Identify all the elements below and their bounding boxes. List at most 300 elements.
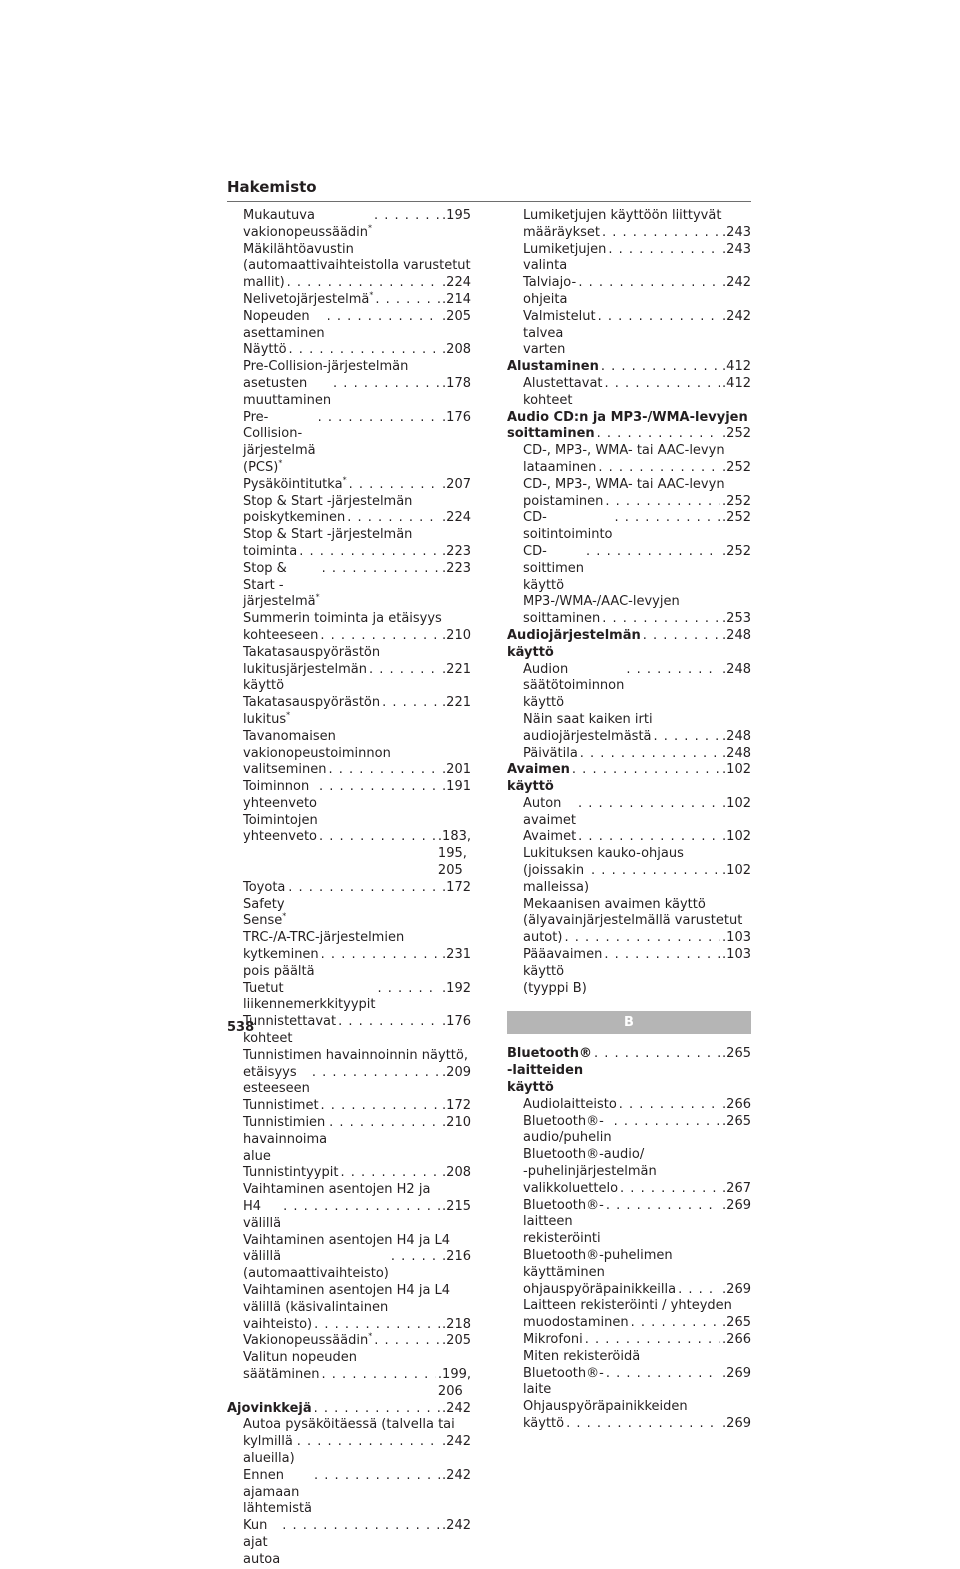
entry-page-ref: .266 <box>722 1332 751 1347</box>
entry-text-line: Vaihtaminen asentojen H4 ja L4 <box>243 1232 451 1248</box>
index-sub-entry <box>227 1165 471 1182</box>
entry-text: Tunnistintyypit <box>243 1165 339 1181</box>
entry-text: Bluetooth® -laitteiden käyttö <box>507 1046 592 1096</box>
entry-text-line: Bluetooth®-audio/ <box>523 1147 645 1163</box>
index-group-b <box>507 1046 751 1432</box>
page-header-title: Hakemisto <box>227 178 751 202</box>
entry-page-ref: .253 <box>722 611 751 627</box>
entry-text: Pysäköintitutka* <box>243 475 347 492</box>
index-sub-entry <box>227 561 471 611</box>
index-sub-entry <box>227 930 471 980</box>
entry-page-ref: .192 <box>442 980 471 996</box>
section-letter-bar: B <box>507 1011 751 1034</box>
entry-page-ref: .269 <box>722 1415 751 1431</box>
entry-page-ref: .223 <box>442 543 471 559</box>
entry-page-ref: .221 <box>442 661 471 677</box>
leader-dots <box>606 1198 720 1215</box>
index-sub-entry <box>507 662 751 712</box>
entry-text: CD-soitintoiminto <box>523 510 613 543</box>
leader-dots <box>578 275 720 292</box>
entry-page-ref: .412 <box>722 375 751 391</box>
entry-text: Bluetooth®-laitteen rekisteröinti <box>523 1197 604 1247</box>
index-main-entry <box>507 1046 751 1096</box>
leader-dots <box>283 1199 440 1216</box>
entry-page-ref: .269 <box>722 1281 751 1297</box>
index-sub-entry <box>507 477 751 511</box>
entry-page-ref: .205 <box>442 1333 471 1349</box>
entry-text: valikkoluettelo <box>523 1180 619 1196</box>
entry-text-line: Lumiketjujen käyttöön liittyvät <box>523 208 722 223</box>
entry-page-ref: .183, 195, 205 <box>437 829 471 879</box>
entry-text: Päivätila <box>523 745 578 761</box>
entry-text-line: Miten rekisteröidä <box>523 1348 641 1364</box>
entry-text-line: Ohjauspyöräpainikkeiden <box>523 1399 688 1415</box>
index-sub-entry <box>507 1114 751 1148</box>
index-sub-entry <box>227 813 471 880</box>
entry-page-ref: .269 <box>722 1197 751 1213</box>
entry-text-line: välillä (käsivalintainen <box>243 1299 389 1315</box>
leader-dots <box>572 762 720 779</box>
entry-text-line: (automaattivaihteistolla varustetut <box>243 258 471 274</box>
index-sub-entry <box>227 359 471 409</box>
entry-text-line: Tunnistimen havainnoinnin näyttö, <box>243 1047 468 1063</box>
entry-text: CD-soittimen käyttö <box>523 543 585 593</box>
leader-dots <box>349 477 440 494</box>
entry-text: Valmistelut talvea varten <box>523 308 596 358</box>
index-sub-entry <box>227 1233 471 1283</box>
entry-page-ref: .252 <box>722 426 751 442</box>
entry-page-ref: .224 <box>442 510 471 526</box>
entry-text: autot) <box>523 930 563 946</box>
leader-dots <box>369 662 440 679</box>
entry-text: H4 välillä <box>243 1199 282 1231</box>
entry-text-line: Lukituksen kauko-ohjaus <box>523 846 684 862</box>
index-sub-entry <box>507 443 751 477</box>
entry-text: kytkeminen pois päältä <box>243 947 319 979</box>
index-sub-entry <box>507 242 751 276</box>
index-sub-entry <box>227 1518 471 1568</box>
entry-page-ref: .231 <box>442 947 471 963</box>
leader-dots <box>338 1014 440 1031</box>
leader-dots <box>620 1181 720 1198</box>
entry-text: toiminta <box>243 543 298 559</box>
index-sub-entry <box>227 494 471 528</box>
index-sub-entry <box>227 1283 471 1333</box>
leader-dots <box>333 376 440 393</box>
index-sub-entry <box>507 1248 751 1298</box>
entry-page-ref: .210 <box>442 627 471 643</box>
entry-page-ref: .265 <box>722 1113 751 1129</box>
index-main-entry <box>507 359 751 376</box>
entry-text: audiojärjestelmästä <box>523 728 652 744</box>
leader-dots <box>329 762 441 779</box>
leader-dots <box>340 1165 440 1182</box>
entry-text: soittaminen <box>523 611 601 627</box>
index-sub-entry <box>227 477 471 494</box>
entry-text: Auton avaimet <box>523 795 576 828</box>
index-sub-entry <box>227 981 471 1015</box>
entry-page-ref: .412 <box>722 359 751 375</box>
entry-page-ref: .209 <box>442 1064 471 1080</box>
entry-text-line: CD-, MP3-, WMA- tai AAC-levyn <box>523 476 725 492</box>
entry-page-ref: .172 <box>442 1098 471 1114</box>
leader-dots <box>312 1065 440 1082</box>
leader-dots <box>282 1518 440 1535</box>
entry-page-ref: .242 <box>722 308 751 324</box>
leader-dots <box>678 1282 720 1299</box>
index-main-entry <box>507 628 751 662</box>
entry-page-ref: .242 <box>442 1434 471 1450</box>
entry-text: muodostaminen <box>523 1315 629 1331</box>
index-sub-entry <box>227 1417 471 1467</box>
entry-text: Tunnistimet <box>243 1098 319 1114</box>
leader-dots <box>614 1114 720 1131</box>
entry-page-ref: .191 <box>442 779 471 795</box>
entry-page-ref: .269 <box>722 1365 751 1381</box>
leader-dots <box>626 662 720 679</box>
index-sub-entry <box>507 746 751 763</box>
leader-dots <box>604 947 720 964</box>
leader-dots <box>289 342 441 359</box>
index-sub-entry <box>227 611 471 645</box>
entry-text: Mikrofoni <box>523 1332 583 1347</box>
entry-page-ref: .102 <box>722 829 751 845</box>
index-sub-entry <box>507 796 751 830</box>
index-sub-entry <box>227 1350 471 1400</box>
entry-text-line: CD-, MP3-, WMA- tai AAC-levyn <box>523 443 725 459</box>
entry-text-line: Vaihtaminen asentojen H2 ja <box>243 1182 431 1198</box>
entry-page-ref: .218 <box>442 1316 471 1332</box>
entry-text-line: Vaihtaminen asentojen H4 ja L4 <box>243 1283 451 1298</box>
entry-text: Ajovinkkejä <box>227 1400 312 1416</box>
index-sub-entry <box>507 947 751 997</box>
entry-text: etäisyys esteeseen <box>243 1064 310 1097</box>
entry-text-line: Näin saat kaiken irti <box>523 711 653 727</box>
leader-dots <box>374 208 440 225</box>
entry-page-ref: .199, 206 <box>437 1366 471 1399</box>
entry-page-ref: .102 <box>722 762 751 778</box>
entry-page-ref: .242 <box>442 1400 471 1416</box>
index-main-entry <box>227 1401 471 1418</box>
leader-dots <box>643 628 720 645</box>
index-sub-entry <box>507 275 751 309</box>
entry-page-ref: .178 <box>442 375 471 391</box>
index-sub-entry <box>227 779 471 813</box>
leader-dots <box>601 359 720 376</box>
entry-page-ref: .265 <box>722 1046 751 1062</box>
leader-dots <box>347 510 440 527</box>
leader-dots <box>605 494 720 511</box>
leader-dots <box>287 275 440 292</box>
entry-text: poiskytkeminen <box>243 510 346 526</box>
leader-dots <box>318 410 440 427</box>
leader-dots <box>314 1317 440 1334</box>
entry-page-ref: .172 <box>442 879 471 895</box>
leader-dots <box>327 309 440 326</box>
index-main-entry <box>507 410 751 444</box>
entry-text-line: Summerin toiminta ja etäisyys <box>243 611 442 627</box>
index-sub-entry <box>507 1399 751 1433</box>
index-sub-entry <box>507 846 751 896</box>
leader-dots <box>598 460 720 477</box>
entry-text: ohjauspyöräpainikkeilla <box>523 1281 677 1297</box>
entry-text: Vakionopeussäädin* <box>243 1332 373 1349</box>
entry-text-line: Toimintojen <box>243 812 318 828</box>
leader-dots <box>322 1367 436 1384</box>
entry-text: mallit) <box>243 275 285 291</box>
entry-text-line: Valitun nopeuden <box>243 1350 357 1366</box>
entry-text-line: TRC-/A-TRC-järjestelmien <box>243 930 405 946</box>
entry-text: Bluetooth®-laite <box>523 1365 604 1398</box>
index-sub-entry <box>507 829 751 846</box>
index-sub-entry <box>507 510 751 544</box>
entry-text: Audion säätötoiminnon käyttö <box>523 661 625 711</box>
entry-page-ref: .248 <box>722 745 751 761</box>
entry-page-ref: .214 <box>442 291 471 307</box>
entry-page-ref: .252 <box>722 493 751 509</box>
index-sub-entry <box>507 594 751 628</box>
entry-text-line: Stop & Start -järjestelmän <box>243 493 413 509</box>
index-sub-entry <box>507 1198 751 1248</box>
entry-text-line: Pre-Collision-järjestelmän <box>243 359 409 375</box>
leader-dots <box>382 695 440 712</box>
index-sub-entry <box>227 645 471 695</box>
leader-dots <box>580 746 720 763</box>
index-sub-entry <box>507 1349 751 1399</box>
entry-text: säätäminen <box>243 1366 320 1382</box>
entry-text: poistaminen <box>523 493 604 509</box>
entry-text-line: Laitteen rekisteröinti / yhteyden <box>523 1298 732 1314</box>
index-sub-entry <box>507 1332 751 1349</box>
entry-text-line: Takatasauspyörästön <box>243 644 381 660</box>
entry-page-ref: .176 <box>442 409 471 425</box>
leader-dots <box>299 544 440 561</box>
index-sub-entry <box>507 544 751 594</box>
entry-text: Lumiketjujen valinta <box>523 241 607 274</box>
leader-dots <box>391 1249 440 1266</box>
entry-text: Avaimet <box>523 829 577 845</box>
leader-dots <box>564 930 720 947</box>
index-sub-entry <box>507 1298 751 1332</box>
index-group-a <box>507 208 751 997</box>
entry-page-ref: .103 <box>722 947 751 963</box>
index-sub-entry <box>227 208 471 242</box>
leader-dots <box>578 829 720 846</box>
entry-page-ref: .208 <box>442 1165 471 1181</box>
index-sub-entry <box>507 208 751 242</box>
entry-page-ref: .195 <box>442 208 471 223</box>
leader-dots <box>606 1366 720 1383</box>
index-sub-entry <box>507 1147 751 1197</box>
index-sub-entry <box>227 242 471 292</box>
index-sub-entry <box>507 1097 751 1114</box>
leader-dots <box>597 426 720 443</box>
entry-text: Toiminnon yhteenveto <box>243 779 318 811</box>
entry-text: Tuetut liikennemerkkityypit <box>243 980 376 1013</box>
page-number: 538 <box>227 1020 255 1035</box>
leader-dots <box>631 1315 720 1332</box>
index-main-entry <box>507 762 751 796</box>
entry-page-ref: .242 <box>442 1467 471 1483</box>
entry-text: Toyota Safety Sense* <box>243 879 287 929</box>
entry-text: Stop & Start -järjestelmä* <box>243 560 320 610</box>
entry-text: Takatasauspyörästön lukitus* <box>243 695 381 727</box>
leader-dots <box>586 544 720 561</box>
index-sub-entry <box>227 342 471 359</box>
index-sub-entry <box>227 292 471 309</box>
entry-text-line: Mäkilähtöavustin <box>243 241 354 257</box>
entry-text-line: Autoa pysäköitäessä (talvella tai <box>243 1417 455 1433</box>
entry-text: käyttö <box>523 1415 565 1431</box>
leader-dots <box>314 1468 440 1485</box>
leader-dots <box>329 1115 440 1132</box>
leader-dots <box>321 947 440 964</box>
leader-dots <box>602 611 720 628</box>
leader-dots <box>322 561 440 578</box>
entry-text: Avaimen käyttö <box>507 762 570 795</box>
leader-dots <box>602 225 720 242</box>
entry-text: Kun ajat autoa <box>243 1518 281 1567</box>
entry-page-ref: .224 <box>442 275 471 291</box>
entry-text: kylmillä alueilla) <box>243 1434 295 1466</box>
index-sub-entry <box>227 1468 471 1518</box>
leader-dots <box>319 779 440 796</box>
entry-text: soittaminen <box>507 426 595 442</box>
entry-text: Nopeuden asettaminen <box>243 308 325 341</box>
entry-page-ref: .252 <box>722 459 751 475</box>
entry-text-line: Tavanomaisen vakionopeustoiminnon <box>243 728 391 761</box>
index-sub-entry <box>227 1182 471 1232</box>
entry-page-ref: .243 <box>722 224 751 240</box>
entry-text: Alustaminen <box>507 359 599 375</box>
entry-page-ref: .216 <box>442 1249 471 1265</box>
entry-page-ref: .243 <box>722 241 751 257</box>
leader-dots <box>297 1434 440 1451</box>
entry-page-ref: .208 <box>442 342 471 358</box>
leader-dots <box>591 863 720 880</box>
entry-page-ref: .103 <box>722 930 751 946</box>
index-sub-entry <box>507 309 751 359</box>
entry-text: Ennen ajamaan lähtemistä <box>243 1467 313 1517</box>
entry-page-ref: .207 <box>442 476 471 492</box>
entry-page-ref: .248 <box>722 728 751 744</box>
leader-dots <box>314 1401 440 1418</box>
entry-page-ref: .265 <box>722 1315 751 1331</box>
entry-text-line: Audio CD:n ja MP3-/WMA-levyjen <box>507 409 748 425</box>
entry-text: Audiojärjestelmän käyttö <box>507 627 641 660</box>
index-column-left <box>227 208 471 1569</box>
index-sub-entry <box>227 695 471 729</box>
entry-text-line: -puhelinjärjestelmän <box>523 1164 657 1180</box>
entry-text: Pääavaimen käyttö (tyyppi B) <box>523 947 603 996</box>
entry-page-ref: .252 <box>722 510 751 526</box>
leader-dots <box>594 1046 720 1063</box>
entry-text: Näyttö <box>243 342 287 358</box>
entry-text: Tunnistettavat kohteet <box>243 1014 337 1047</box>
index-sub-entry <box>227 1098 471 1115</box>
leader-dots <box>615 510 721 527</box>
entry-page-ref: .102 <box>722 795 751 811</box>
index-sub-entry <box>227 1115 471 1165</box>
leader-dots <box>654 729 721 746</box>
entry-page-ref: .210 <box>442 1115 471 1131</box>
entry-text: Talviajo-ohjeita <box>523 275 577 307</box>
index-sub-entry <box>227 309 471 343</box>
entry-page-ref: .215 <box>442 1199 471 1215</box>
index-sub-entry <box>507 897 751 947</box>
index-sub-entry <box>227 729 471 779</box>
index-sub-entry <box>227 880 471 930</box>
entry-text: välillä (automaattivaihteisto) <box>243 1249 389 1282</box>
entry-text-line: Stop & Start -järjestelmän <box>243 527 413 543</box>
entry-text: Nelivetojärjestelmä* <box>243 290 374 307</box>
index-sub-entry <box>507 376 751 410</box>
entry-text: Pre-Collision-järjestelmä (PCS)* <box>243 409 316 475</box>
entry-page-ref: .267 <box>722 1180 751 1196</box>
leader-dots <box>608 242 720 259</box>
index-sub-entry <box>227 527 471 561</box>
entry-text: Audiolaitteisto <box>523 1096 617 1112</box>
leader-dots <box>598 309 720 326</box>
entry-page-ref: .221 <box>442 695 471 711</box>
leader-dots <box>288 880 440 897</box>
entry-text: lataaminen <box>523 459 597 475</box>
leader-dots <box>578 796 720 813</box>
entry-page-ref: .223 <box>442 560 471 576</box>
entry-text: määräykset <box>523 224 600 240</box>
entry-page-ref: .266 <box>722 1096 751 1112</box>
index-sub-entry <box>507 712 751 746</box>
entry-page-ref: .248 <box>722 627 751 643</box>
leader-dots <box>375 292 440 309</box>
leader-dots <box>320 628 440 645</box>
entry-text-line: (älyavainjärjestelmällä varustetut <box>523 913 743 929</box>
entry-page-ref: .201 <box>442 762 471 778</box>
entry-text: vaihteisto) <box>243 1316 313 1332</box>
entry-page-ref: .176 <box>442 1014 471 1030</box>
entry-text: lukitusjärjestelmän käyttö <box>243 661 367 694</box>
entry-text: yhteenveto <box>243 829 318 845</box>
entry-text: valitseminen <box>243 762 327 778</box>
entry-text: (joissakin malleissa) <box>523 863 590 895</box>
leader-dots <box>566 1416 720 1433</box>
leader-dots <box>319 829 436 846</box>
entry-text: kohteeseen <box>243 627 319 643</box>
leader-dots <box>377 981 440 998</box>
leader-dots <box>321 1098 441 1115</box>
leader-dots <box>619 1097 720 1114</box>
entry-page-ref: .242 <box>722 275 751 291</box>
entry-text: Bluetooth®-audio/puhelin <box>523 1113 612 1146</box>
entry-page-ref: .252 <box>722 543 751 559</box>
entry-text: Mukautuva vakionopeussäädin* <box>243 208 373 240</box>
entry-page-ref: .242 <box>442 1518 471 1534</box>
leader-dots <box>374 1333 440 1350</box>
index-sub-entry <box>227 410 471 477</box>
index-column-right <box>507 208 751 1433</box>
entry-text: Tunnistimien havainnoima alue <box>243 1115 328 1164</box>
entry-text-line: Bluetooth®-puhelimen käyttäminen <box>523 1248 673 1280</box>
index-sub-entry <box>227 1333 471 1350</box>
leader-dots <box>585 1332 720 1349</box>
entry-text-line: Mekaanisen avaimen käyttö <box>523 896 706 912</box>
entry-text: Alustettavat kohteet <box>523 375 603 408</box>
entry-page-ref: .102 <box>722 863 751 879</box>
entry-page-ref: .205 <box>442 308 471 324</box>
index-sub-entry <box>227 1048 471 1098</box>
entry-text-line: MP3-/WMA-/AAC-levyjen <box>523 594 680 610</box>
entry-page-ref: .248 <box>722 661 751 677</box>
